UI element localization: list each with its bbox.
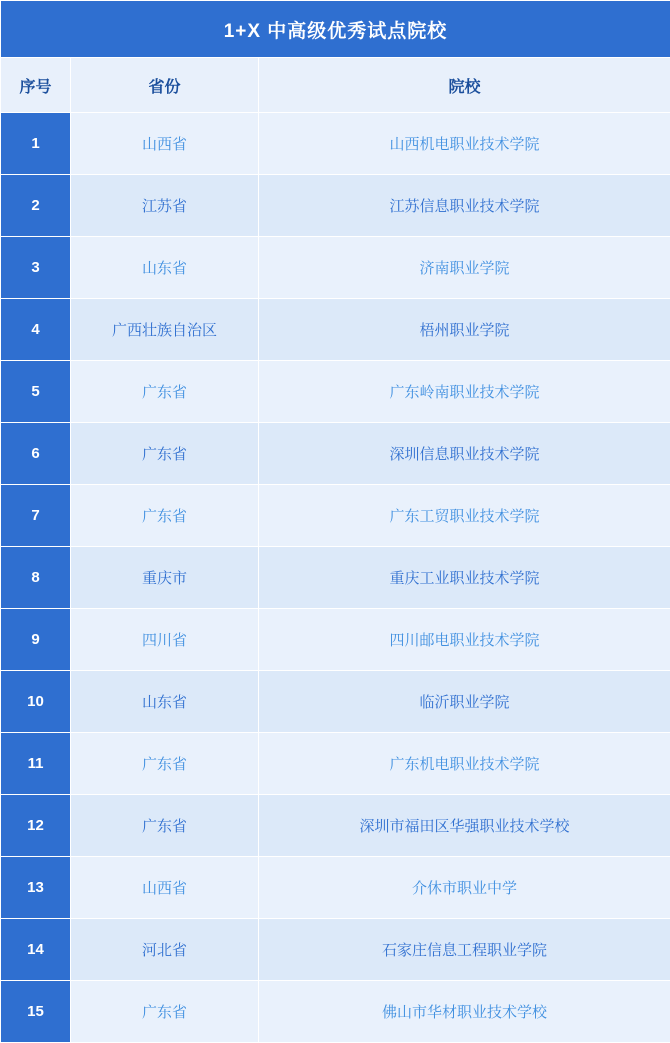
- row-school: 重庆工业职业技术学院: [259, 547, 670, 609]
- table-row: [1, 423, 670, 485]
- row-index: 15: [1, 981, 71, 1043]
- row-province: 广东省: [71, 361, 259, 423]
- row-school: 深圳市福田区华强职业技术学校: [259, 795, 670, 857]
- row-index: 12: [1, 795, 71, 857]
- table-row: [1, 113, 670, 175]
- table-row: [1, 733, 670, 795]
- row-school: 梧州职业学院: [259, 299, 670, 361]
- row-province: 广东省: [71, 981, 259, 1043]
- row-index: 9: [1, 609, 71, 671]
- row-school: 济南职业学院: [259, 237, 670, 299]
- table-row: [1, 919, 670, 981]
- row-province: 河北省: [71, 919, 259, 981]
- table-row: [1, 981, 670, 1043]
- column-header-school: 院校: [259, 58, 670, 113]
- row-province: 广西壮族自治区: [71, 299, 259, 361]
- row-index: 5: [1, 361, 71, 423]
- row-index: 2: [1, 175, 71, 237]
- table-header-row: [1, 58, 670, 113]
- page-title: 1+X 中高级优秀试点院校: [1, 1, 670, 58]
- table-row: [1, 609, 670, 671]
- table-row: [1, 795, 670, 857]
- column-header-index: 序号: [1, 58, 71, 113]
- row-province: 广东省: [71, 795, 259, 857]
- row-province: 广东省: [71, 423, 259, 485]
- table-row: [1, 299, 670, 361]
- row-index: 10: [1, 671, 71, 733]
- row-province: 广东省: [71, 733, 259, 795]
- row-school: 四川邮电职业技术学院: [259, 609, 670, 671]
- row-index: 1: [1, 113, 71, 175]
- row-province: 山东省: [71, 671, 259, 733]
- table-row: [1, 857, 670, 919]
- row-school: 广东机电职业技术学院: [259, 733, 670, 795]
- table-row: [1, 175, 670, 237]
- row-index: 6: [1, 423, 71, 485]
- table-row: [1, 361, 670, 423]
- table-body: [1, 1, 670, 1043]
- row-school: 广东工贸职业技术学院: [259, 485, 670, 547]
- row-school: 石家庄信息工程职业学院: [259, 919, 670, 981]
- row-province: 四川省: [71, 609, 259, 671]
- table-title-row: [1, 1, 670, 58]
- row-index: 11: [1, 733, 71, 795]
- row-index: 13: [1, 857, 71, 919]
- row-index: 4: [1, 299, 71, 361]
- table-row: [1, 547, 670, 609]
- table-row: [1, 237, 670, 299]
- table-row: [1, 671, 670, 733]
- column-header-province: 省份: [71, 58, 259, 113]
- table-row: [1, 485, 670, 547]
- row-index: 7: [1, 485, 71, 547]
- row-province: 重庆市: [71, 547, 259, 609]
- row-province: 江苏省: [71, 175, 259, 237]
- row-index: 8: [1, 547, 71, 609]
- row-school: 佛山市华材职业技术学校: [259, 981, 670, 1043]
- row-school: 江苏信息职业技术学院: [259, 175, 670, 237]
- row-school: 介休市职业中学: [259, 857, 670, 919]
- row-index: 3: [1, 237, 71, 299]
- row-school: 山西机电职业技术学院: [259, 113, 670, 175]
- row-province: 山西省: [71, 857, 259, 919]
- row-province: 广东省: [71, 485, 259, 547]
- row-school: 广东岭南职业技术学院: [259, 361, 670, 423]
- row-school: 临沂职业学院: [259, 671, 670, 733]
- row-index: 14: [1, 919, 71, 981]
- row-province: 山西省: [71, 113, 259, 175]
- row-province: 山东省: [71, 237, 259, 299]
- row-school: 深圳信息职业技术学院: [259, 423, 670, 485]
